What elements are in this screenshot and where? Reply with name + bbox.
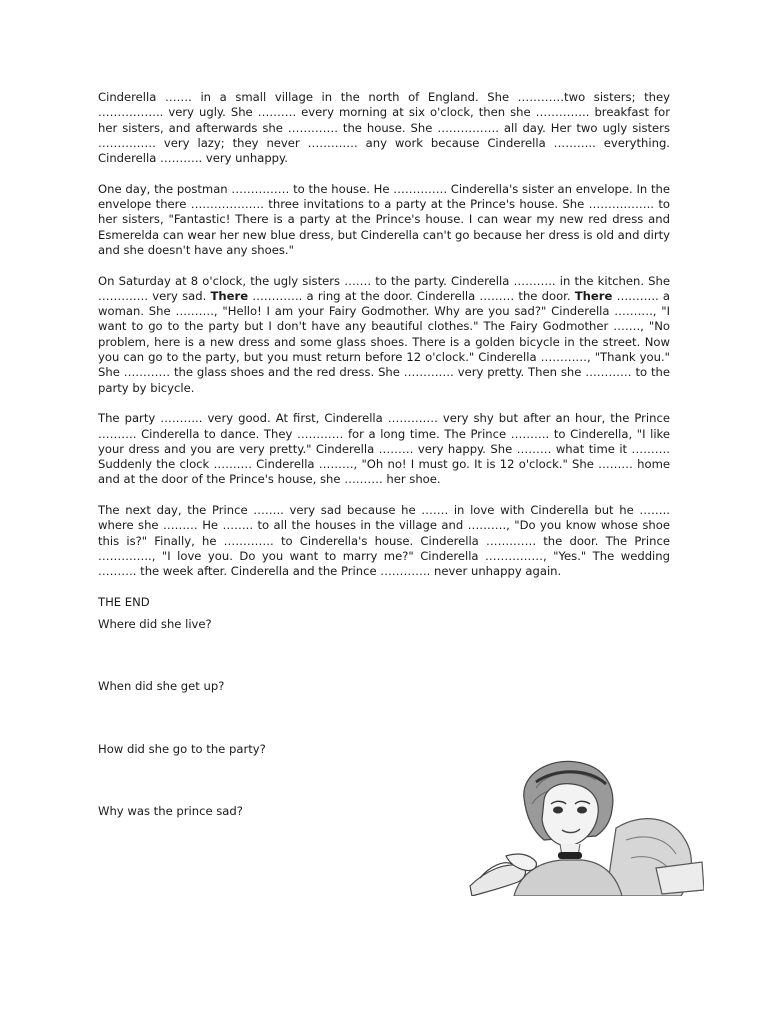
cinderella-illustration [466,758,704,896]
the-end-label: THE END [98,594,150,609]
bold-word-there-1: There [210,288,249,303]
story-paragraph-2: One day, the postman …………… to the house. He ………….. Cinderella's sister an envelope. In the envelope there ………………. three invitations to a party at the Prince's house. She …………….. to her sisters, "Fantastic! There is a party at the Prince's house. I can wear my new red dress and Esmerelda can wear her new blue dress, but Cinderella can't go because her dress is old and dirty and she doesn't have any shoes." [98,181,670,257]
story-paragraph-5: The next day, the Prince …….. very sad because he ……. in love with Cinderella but he …….. where she ……… He …….. to all the houses in the village and ………., "Do you know whose shoe this is?" Finally, he …………. to Cinderella's house. Cinderella …………. the door. The Prince ………….., "I love you. Do you want to marry me?" Cinderella ……………, "Yes." The wedding ………. the week after. Cinderella and the Prince …………. never unhappy again. [98,503,670,579]
worksheet [98,90,670,819]
bold-word-there-2: There [574,288,613,303]
question-1: Where did she live? [98,617,212,632]
question-3: How did she go to the party? [98,741,266,756]
story-paragraph-3-part-c: ……….. a woman. She ………., "Hello! I am your Fairy Godmother. Why are you sad?" Cinderella ………., "I want to go to the party but I don't have any beautiful clothes." The Fairy Godmother ……., "No problem, here is a new dress and some glass shoes. There is a golden bicycle in the street. Now you can go to the party, but you must return before 12 o'clock." Cinderella …………, "Thank you." She ………… the glass shoes and the red dress. She …………. very pretty. Then she ………… to the party by bicycle. [98,288,671,395]
story-paragraph-3-part-a: On Saturday at 8 o'clock, the ugly sisters ……. to the party. Cinderella ……….. in the kitchen. She …………. very sad. [98,273,670,303]
question-4: Why was the prince sad? [98,803,243,818]
cinderella-drawing [466,758,704,896]
story-paragraph-3 [98,274,670,396]
story-paragraph-1: Cinderella ……. in a small village in the north of England. She …………two sisters; they …………….. very ugly. She ………. every morning at six o'clock, then she ………….. breakfast for her sisters, and afterwards she …………. the house. She ……………. all day. Her two ugly sisters …………… very lazy; they never …………. any work because Cinderella ……….. everything. Cinderella ……….. very unhappy. [98,90,670,166]
story-paragraph-4: The party ……….. very good. At first, Cinderella …………. very shy but after an hour, the Prince ………. Cinderella to dance. They ………… for a long time. The Prince ………. to Cinderella, "I like your dress and you are very pretty." Cinderella ……… very happy. She ……… what time it ………. Suddenly the clock ………. Cinderella ………, "Oh no! I must go. It is 12 o'clock." She ……… home and at the door of the Prince's house, she ………. her shoe. [98,411,670,487]
story-paragraph-3-part-b: …………. a ring at the door. Cinderella ……… the door. [252,288,571,303]
question-2: When did she get up? [98,679,225,694]
